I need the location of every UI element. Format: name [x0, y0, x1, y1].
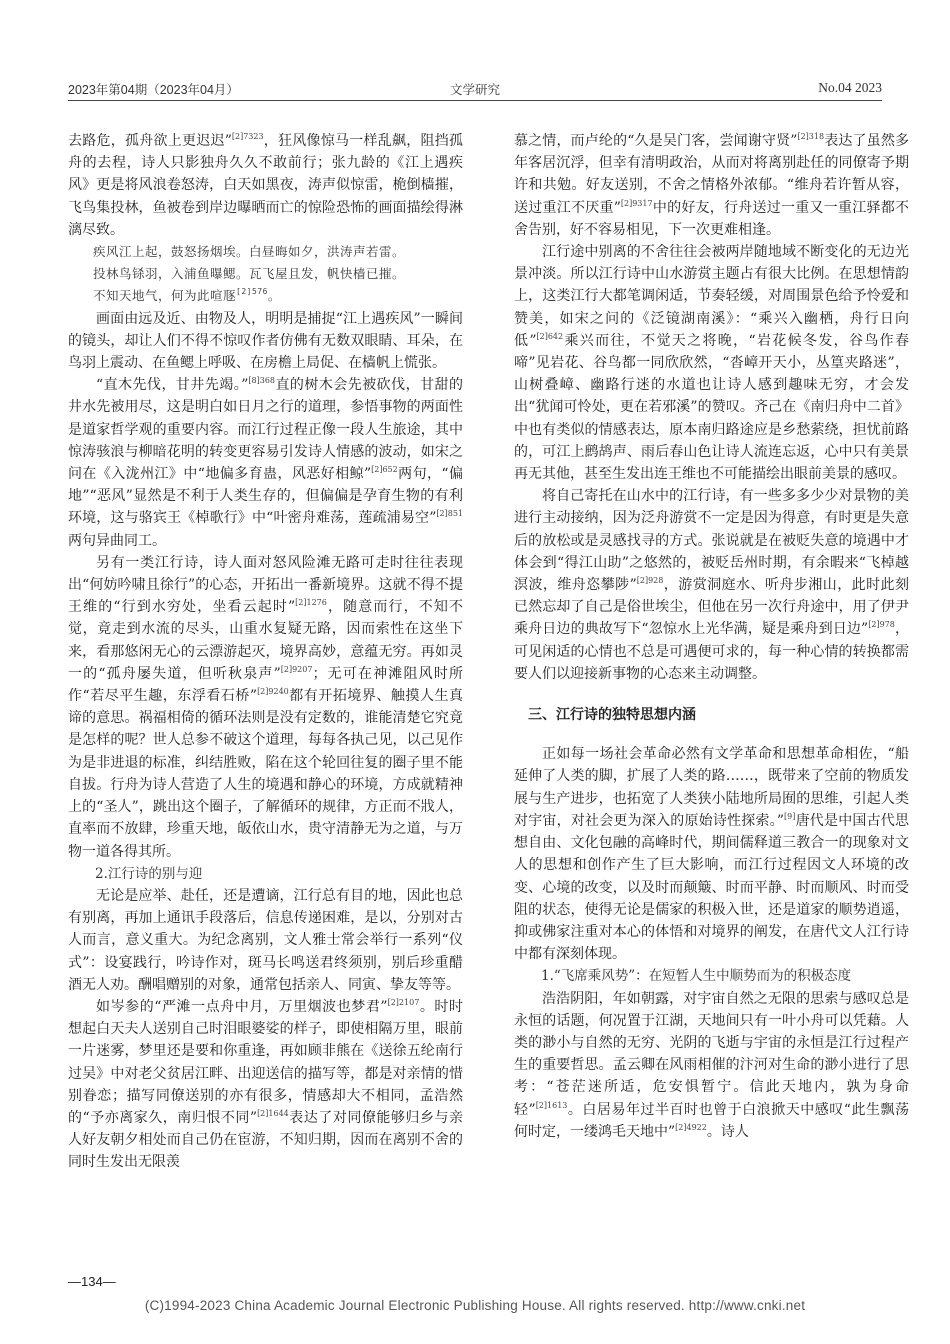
paragraph: 去路危，孤舟欲上更迟迟”$^{[2]7323}$，狂风像惊马一样乱飙，阻挡孤舟的去程，诗人只影独舟久久不敢前行；张九龄的《江上遇疾风》更是将风浪卷怒涛，白天如黑夜，涛声似惊雷，桅倒樯摧，飞鸟集投林，鱼被卷到岸边曝晒而亡的惊险恐怖的画面描绘得淋漓尽致。 — [68, 132, 463, 238]
poem-line: 疾风江上起，鼓怒扬烟埃。白昼晦如夕，洪涛声若雷。 — [93, 244, 406, 260]
paragraph: 正如每一场社会革命必然有文学革命和思想革命相佐，“船延伸了人类的脚，扩展了人类的路……，既带来了空前的物质发展与生产进步，也拓宽了人类狭小陆地所局囿的思维，引起人类对宇宙，对社会更为深入的原始诗性探索。”[9]唐代是中国古代思想自由、文化包融的高峰时代，期间儒释道三教合一的现象对文人的思想和创作产生了巨大影响，而江行过程因文人环境的改变、心境的改变，以及时而颠簸、时而平静、时而顺风、时而受阻的状态，使得无论是儒家的积极入世，还是道家的顺势逍遥，抑或佛家注重对本心的体悟和对境界的阐发，在唐代文人江行诗中都有深刻体现。 — [514, 746, 910, 963]
subsection-heading: 1.“飞席乘风势”：在短暂人生中顺势而为的积极态度 — [541, 968, 852, 985]
citation-marker: [2]576 — [236, 287, 268, 297]
paragraph: 另有一类江行诗，诗人面对怒风险滩无路可走时往往表现出“何妨吟啸且徐行”的心态，开拓出一番新境界。这就不得不提王维的“行到水穷处，坐看云起时”$^{[2]1276}$，随意而行，不知不觉，竟走到水流的尽头，山重水复疑无路，因而索性在这坐下来，看那悠闲无心的云漂游起灭，境界高妙，意蕴无穷。再如灵一的“孤舟屡失道，但听秋泉声”$^{[2]9207}$；无可在神滩阻风时所作“若尽平生趣，东浮看石桥”$^{[2]9240}$都有开拓境界、触摸人生真谛的意思。祸福相倚的循环法则是没有定数的，谁能清楚它究竟是怎样的呢？世人总参不破这个道理，每每各执己见，以己见作为是非进退的标准，纠结胜败，陷在这个轮回往复的圈子里不能自拔。行舟为诗人营造了人生的境遇和静心的环境，方成就精神上的“圣人”，跳出这个圈子，了解循环的规律，方正而不戕人，直率而不放肆，珍重天地，皈依山水，贵守清静无为之道，与万物一道各得其所。 — [68, 554, 463, 860]
citation-marker: [2]1276 — [295, 598, 327, 608]
poem-line: 不知天地气，何为此喧豗$^{[2]576}$。 — [93, 287, 281, 304]
citation-marker: [2]652 — [371, 465, 398, 475]
citation-marker: [2]642 — [536, 331, 564, 341]
citation-marker: [2]1613 — [535, 1100, 568, 1110]
poem-line: 投林鸟铩羽，入浦鱼曝鳃。瓦飞屋且发，帆快樯已摧。 — [93, 266, 406, 282]
header-rule — [68, 100, 882, 101]
left-column — [68, 130, 463, 1174]
citation-marker: [2]2107 — [387, 997, 420, 1007]
paragraph: 江行途中别离的不舍往往会被两岸随地域不断变化的无边光景冲淡。所以江行诗中山水游赏主题占有很大比例。在思想情韵上，这类江行大都笔调闲适，节奏轻缓，对周围景色给予怜爱和赞美，如宋之问的《泛镜湖南溪》：“乘兴入幽栖，舟行日向低”$^{[2]642}$乘兴而往，不觉天之将晚，“岩花候冬发，谷鸟作春啼”见岩花、谷鸟都一同欣欣然，“沓嶂开天小，丛篁夹路迷”，山树叠嶂、幽路行迷的水道也让诗人感到趣味无穷，才会发出“犹闻可怜处，更在若邪溪”的赞叹。齐己在《南归舟中二首》中也有类似的情感表达，原本南归路途应是乡愁萦绕，担忧前路的，可江上鹧鸪声、雨后春山色让诗人流连忘返，心中只有美景再无其他，甚至生发出连王维也不可能描绘出眼前美景的感叹。 — [514, 244, 909, 483]
citation-marker: [2]978 — [868, 620, 895, 630]
paragraph: 浩浩阴阳，年如朝露，对宇宙自然之无限的思索与感叹总是永恒的话题，何况置于江湖，天地间只有一叶小舟可以凭藉。人类的渺小与自然的无穷、光阴的飞逝与宇宙的永恒是江行过程产生的重要哲思。孟云卿在风雨相催的汴河对生命的渺小进行了思考：“苍茫迷所适，危安惧暂宁。信此天地内，孰为身命轻”$^{[2]1613}$。白居易年过半百时也曾于白浪掀天中感叹“此生飘荡何时定，一缕鸿毛天地中”$^{[2]4922}$。诗人 — [514, 990, 909, 1140]
paragraph: 慕之情，而卢纶的“久是吴门客，尝闻谢守贤”$^{[2]318}$表达了虽然多年客居沉浮，但幸有清明政治，从而对将离别赴任的同僚寄予期许和共勉。好友送别，不舍之情格外浓郁。“维舟若许暂从容，送过重江不厌重”$^{[2]9317}$中的好友，行舟送过一重又一重江驿都不舍告别，好不容易相见，下一次更难相逢。 — [514, 132, 909, 238]
running-header — [68, 74, 882, 100]
subsection-heading: 2.江行诗的别与迎 — [95, 865, 203, 882]
citation-marker: [9] — [784, 811, 796, 821]
citation-marker: [2]9207 — [280, 664, 313, 674]
citation-marker: [2]4922 — [675, 1122, 707, 1132]
paragraph: 将自己寄托在山水中的江行诗，有一些多多少少对景物的美进行主动接纳，因为泛舟游赏不一定是因为得意，有时更是失意后的放松或是灵感找寻的方式。张说就是在被贬失意的境遇中才体会到“得江山助”之悠然的，被贬岳州时期，有余暇来“飞棹越溟波，维舟恣攀陟”$^{[2]928}$，游赏洞庭水、听舟步湘山，此时此刻已然忘却了自己是俗世埃尘，但他在另一次行舟途中，用了伊尹乘舟日边的典故写下“忽惊水上光华满，疑是乘舟到日边”$^{[2]978}$，可见闲适的心情也不总是可遇便可求的，每一种心情的转换都需要人们以迎接新事物的心态来主动调整。 — [514, 488, 909, 682]
paragraph: “直木先伐，甘井先竭。”$^{[8]368}$直的树木会先被砍伐，甘甜的井水先被用尽，这是明白如日月之行的道理，参悟事物的两面性是道家哲学观的重要内容。而江行过程正像一段人生旅途，其中惊涛骇浪与柳暗花明的转变更容易引发诗人情感的波动，如宋之问在《入泷州江》中“地偏多育蛊，风恶好相鲸”$^{[2]652}$两句，“偏地”“恶风”显然是不利于人类生存的，但偏偏是孕育生物的有利环境，这与骆宾王《棹歌行》中“叶密舟难荡，莲疏浦易空”$^{[2]851}$两句异曲同工。 — [68, 376, 463, 549]
citation-marker: [2]851 — [436, 509, 463, 519]
section-heading: 三、江行诗的独特思想内涵 — [528, 706, 696, 723]
paragraph: 画面由远及近、由物及人，明明是捕捉“江上遇疾风”一瞬间的镜头，却让人们不得不惊叹作者仿佛有无数双眼睛、耳朵，在鸟羽上震动、在鱼鳃上呼吸、在房檐上局促、在樯帆上慌张。 — [68, 310, 463, 372]
page-number: —134— — [68, 1274, 116, 1289]
citation-marker: [8]368 — [248, 376, 275, 386]
copyright-footer: (C)1994-2023 China Academic Journal Electronic Publishing House. All rights reserved. http://www.cnki.net — [144, 1298, 806, 1313]
paragraph: 无论是应举、赴任，还是遭谪，江行总有目的地，因此也总有别离，再加上通讯手段落后，信息传递困难，是以，分别对古人而言，意义重大。为纪念离别，文人雅士常会举行一系列“仪式”：设宴践行，吟诗作对，斑马长鸣送君终须别，别后珍重醋酒无人劝。酬唱赠别的对象，通常包括亲人、同寅、挚友等等。 — [68, 887, 463, 993]
journal-name: 文学研究 — [449, 83, 500, 97]
issue-info: 2023年第04期（2023年04月） — [68, 83, 239, 97]
citation-marker: [2]7323 — [231, 132, 264, 141]
citation-marker: [2]318 — [797, 132, 825, 141]
paragraph: 如岑参的“严滩一点舟中月，万里烟波也梦君”$^{[2]2107}$。时时想起白天夫人送别自己时泪眼婆娑的样子，即使相隔万里，眼前一片迷雾，梦里还是要和你重逢，再如顾非熊在《送徐五纶南行过吴》中对老父贫居江畔、出迎送信的描写等，都是对亲情的惜别眷恋；描写同僚送别的亦有很多，情感却大不相同，孟浩然的“予亦离家久，南归恨不同”$^{[2]1644}$表达了对同僚能够归乡与亲人好友朝夕相处而自己仍在宦游，不知归期，因而在离别不舍的同时生发出无限羡 — [68, 997, 463, 1171]
issue-number: No.04 2023 — [818, 80, 882, 95]
citation-marker: [2]1644 — [257, 1108, 289, 1118]
right-column — [514, 130, 909, 1143]
citation-marker: [2]928 — [636, 576, 664, 586]
citation-marker: [2]9317 — [620, 198, 653, 208]
citation-marker: [2]9240 — [257, 687, 289, 697]
